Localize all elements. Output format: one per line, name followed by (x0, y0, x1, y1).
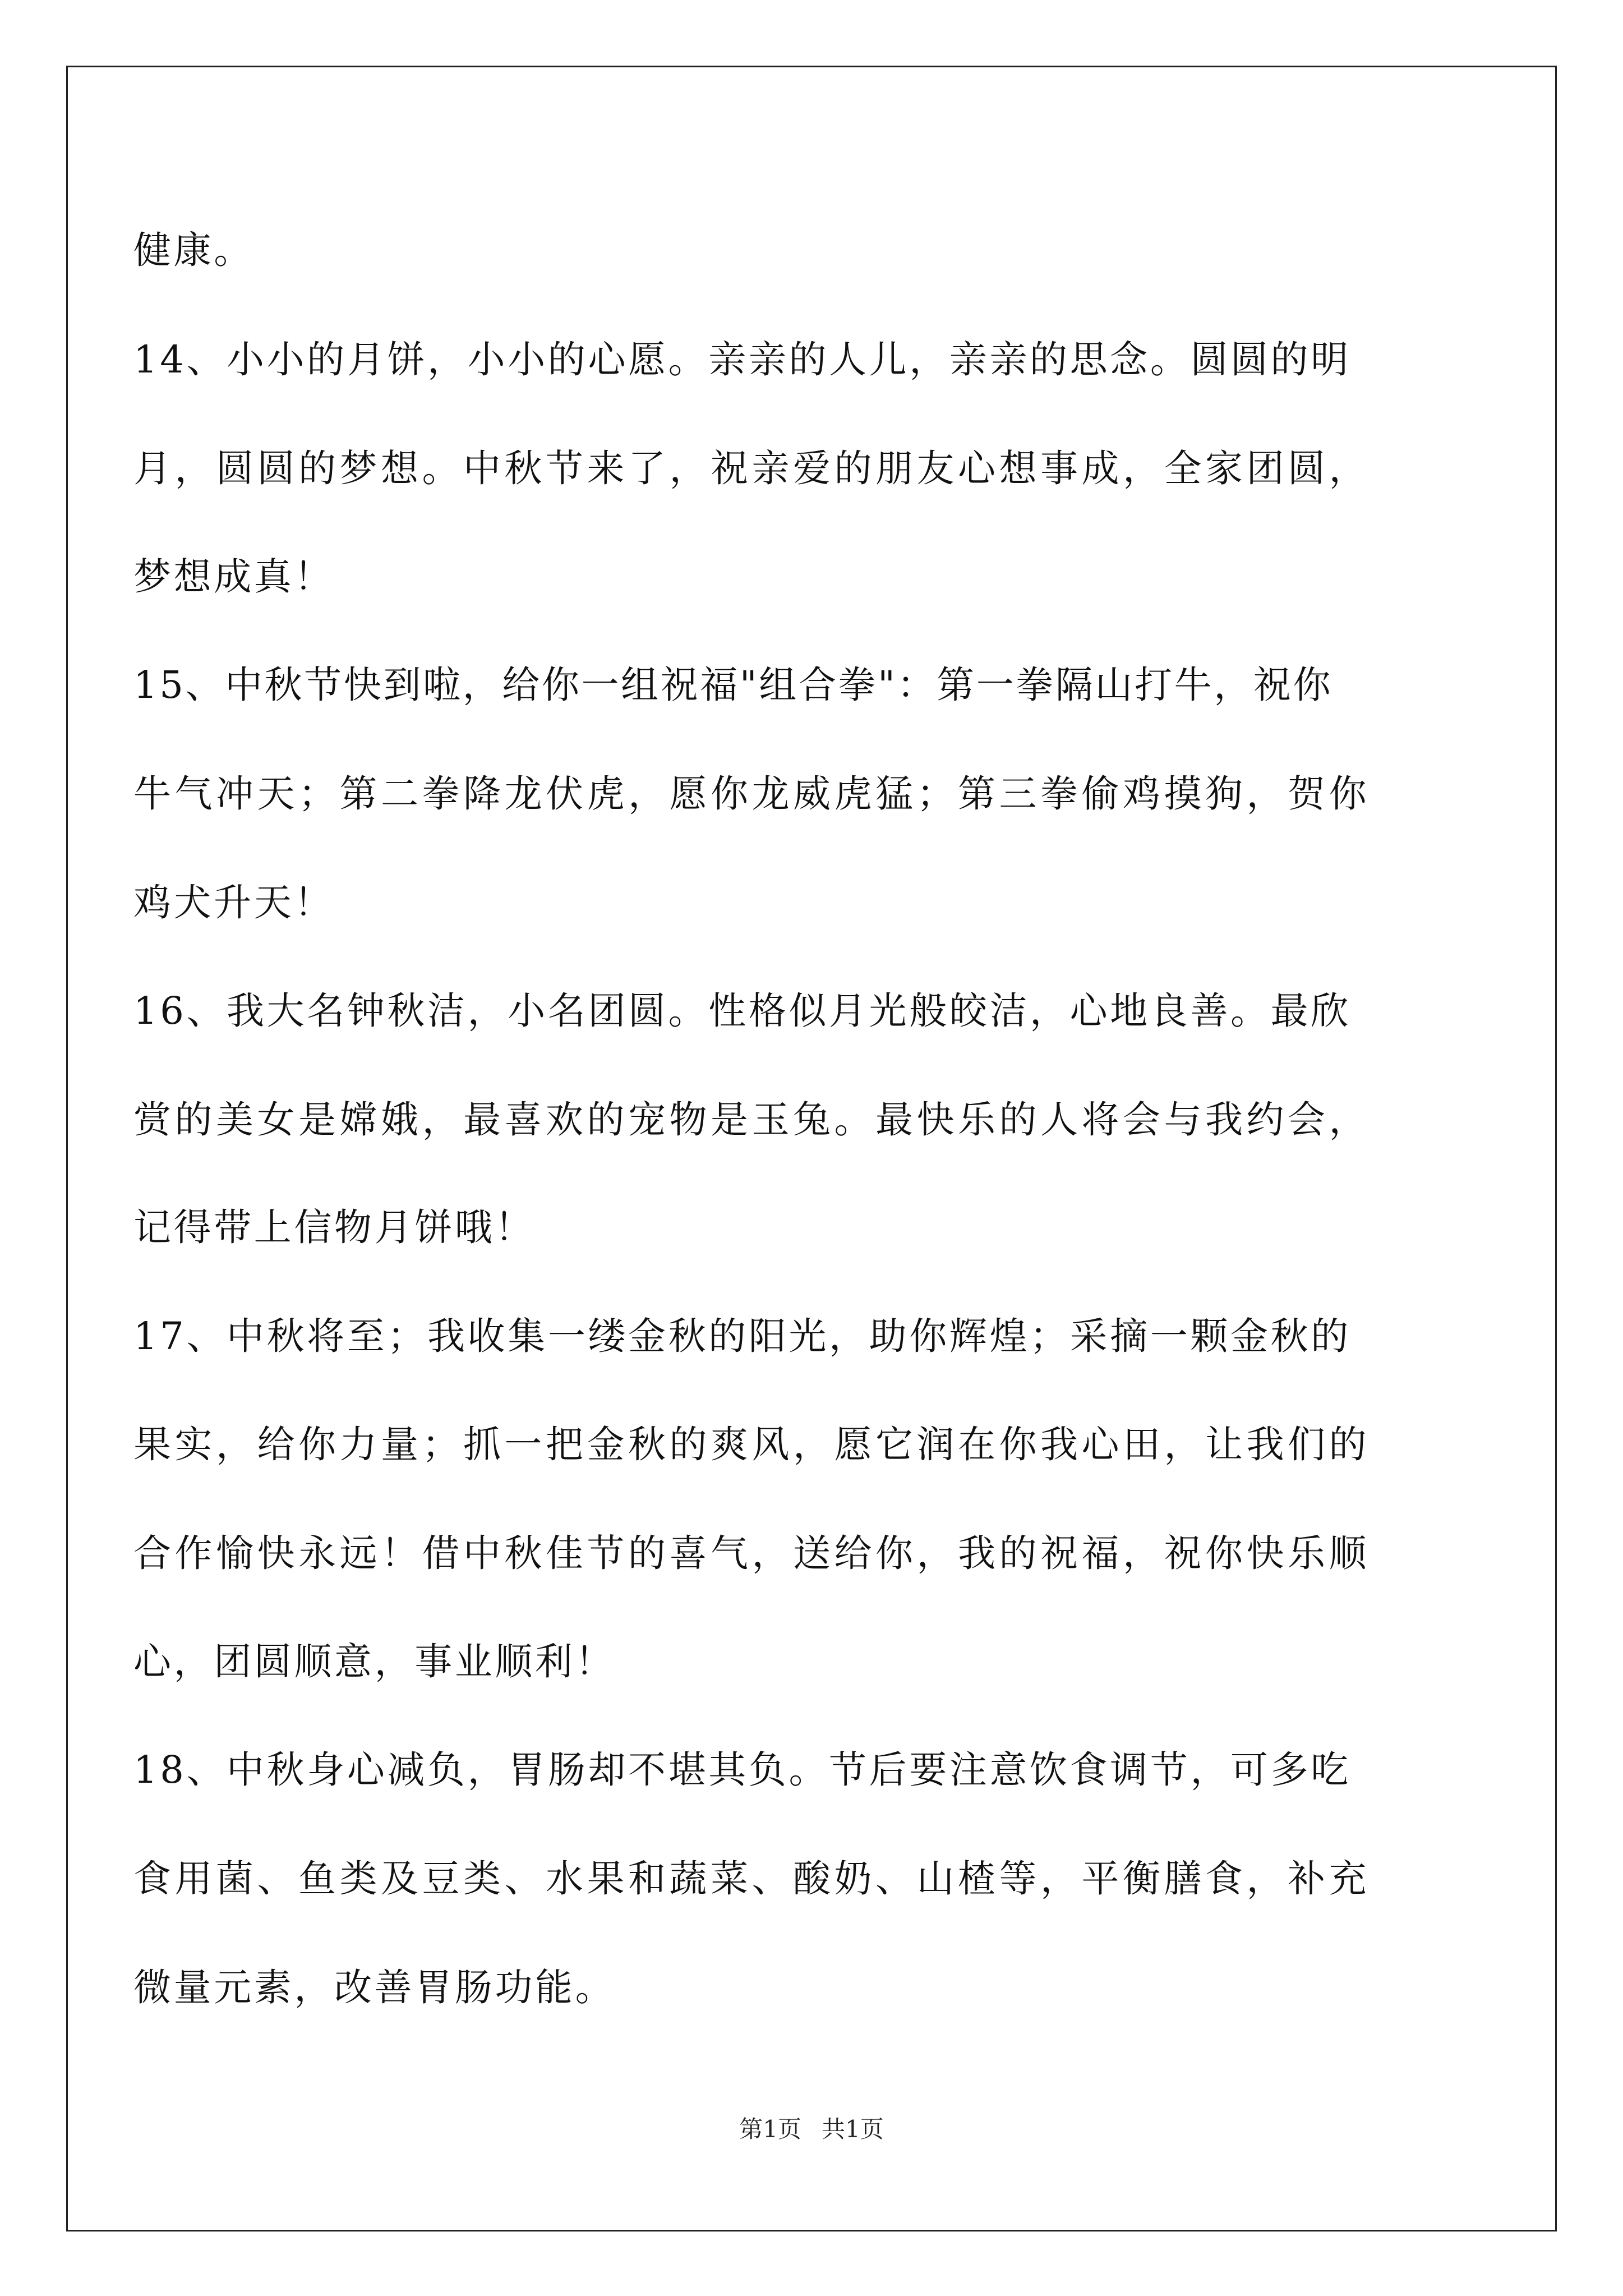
page-number: 第1页 (739, 2115, 801, 2143)
text-line: 牛气冲天；第二拳降龙伏虎，愿你龙威虎猛；第三拳偷鸡摸狗，贺你 (133, 772, 1370, 816)
text-line: 18、中秋身心减负，胃肠却不堪其负。节后要注意饮食调节，可多吃 (133, 1748, 1351, 1792)
text-line: 16、我大名钟秋洁，小名团圆。性格似月光般皎洁，心地良善。最欣 (133, 989, 1351, 1033)
page-footer (0, 2114, 1623, 2145)
text-line: 食用菌、鱼类及豆类、水果和蔬菜、酸奶、山楂等，平衡膳食，补充 (133, 1857, 1370, 1901)
text-line: 合作愉快永远！借中秋佳节的喜气，送给你，我的祝福，祝你快乐顺 (133, 1531, 1370, 1575)
text-line: 鸡犬升天！ (133, 881, 334, 924)
text-line: 心，团圆顺意，事业顺利！ (133, 1640, 616, 1683)
text-line: 17、中秋将至；我收集一缕金秋的阳光，助你辉煌；采摘一颗金秋的 (133, 1314, 1351, 1358)
text-line: 梦想成真！ (133, 555, 334, 599)
text-line: 赏的美女是嫦娥，最喜欢的宠物是玉兔。最快乐的人将会与我约会， (133, 1098, 1370, 1142)
text-line: 果实，给你力量；抓一把金秋的爽风，愿它润在你我心田，让我们的 (133, 1423, 1370, 1466)
text-line: 月，圆圆的梦想。中秋节来了，祝亲爱的朋友心想事成，全家团圆， (133, 447, 1370, 490)
text-line: 15、中秋节快到啦，给你一组祝福"组合拳"：第一拳隔山打牛，祝你 (133, 663, 1333, 707)
text-line: 健康。 (133, 228, 254, 272)
text-line: 微量元素，改善胃肠功能。 (133, 1966, 616, 2009)
page-count: 共1页 (822, 2115, 884, 2143)
text-line: 14、小小的月饼，小小的心愿。亲亲的人儿，亲亲的思念。圆圆的明 (133, 338, 1351, 381)
text-line: 记得带上信物月饼哦！ (133, 1205, 535, 1249)
page-border (66, 66, 1557, 2231)
